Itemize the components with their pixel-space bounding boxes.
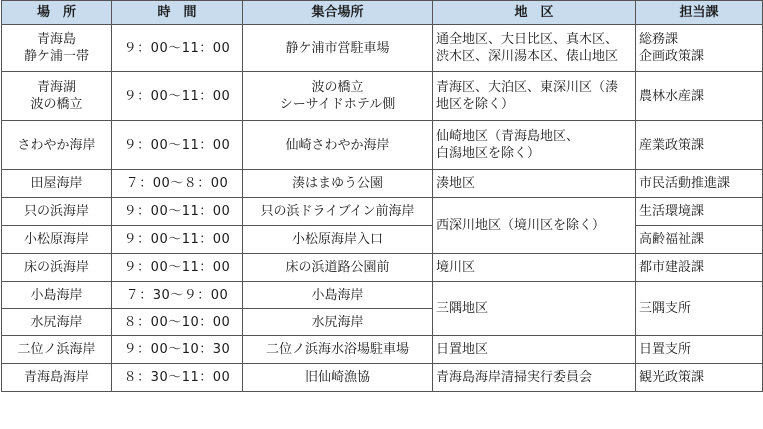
- header-district: 地 区: [433, 1, 636, 25]
- department-cell: [636, 72, 763, 121]
- district-line: 地区を除く）: [436, 97, 515, 112]
- time-cell: ９：00～10：30: [112, 336, 243, 364]
- department-cell: [636, 121, 763, 170]
- meeting-place-cell: [243, 121, 433, 170]
- time-cell: ９：00～11：00: [112, 25, 243, 72]
- place-cell: [2, 121, 112, 170]
- time-cell: ８：00～10：00: [112, 309, 243, 336]
- district-cell: [433, 25, 636, 72]
- cleanup-schedule-table: [1, 0, 763, 392]
- table-row: [2, 364, 763, 392]
- table-row: [2, 25, 763, 72]
- time-cell: ９：00～11：00: [112, 72, 243, 121]
- place-line: 青海島: [36, 32, 76, 47]
- time-cell: ９：00～11：00: [112, 121, 243, 170]
- time-cell: ８：30～11：00: [112, 364, 243, 392]
- place-line: 青海湖: [36, 80, 76, 95]
- district-cell: 湊地区: [433, 170, 636, 198]
- table-row: [2, 282, 763, 309]
- district-line: 青海区、大泊区、東深川区（湊: [436, 80, 619, 95]
- place-line: 静ケ浦一帯: [23, 49, 89, 64]
- department-cell: 日置支所: [636, 336, 763, 364]
- place-cell: 小島海岸: [2, 282, 112, 309]
- department-line: 産業政策課: [639, 137, 705, 153]
- department-cell-merged: 三隅支所: [636, 282, 763, 336]
- meeting-line: 静ケ浦市営駐車場: [285, 40, 390, 56]
- district-line: 通全地区、大日比区、真木区、: [436, 32, 619, 47]
- table-row: [2, 121, 763, 170]
- department-line: 総務課: [639, 32, 679, 47]
- department-line: 農林水産課: [639, 88, 705, 104]
- time-cell: ９：00～11：00: [112, 226, 243, 254]
- time-cell: ７：30～９：00: [112, 282, 243, 309]
- place-cell: 青海島海岸: [2, 364, 112, 392]
- district-cell: 日置地区: [433, 336, 636, 364]
- district-cell: 境川区: [433, 254, 636, 282]
- meeting-place-cell: [243, 25, 433, 72]
- place-line: 波の橋立: [30, 97, 83, 112]
- district-cell-merged: 西深川地区（境川区を除く）: [433, 198, 636, 254]
- table-row: [2, 170, 763, 198]
- department-cell: 観光政策課: [636, 364, 763, 392]
- district-cell-merged: 三隅地区: [433, 282, 636, 336]
- district-cell: [433, 72, 636, 121]
- time-cell: ９：00～11：00: [112, 198, 243, 226]
- meeting-line: シーサイドホテル側: [279, 97, 396, 112]
- table-row: [2, 226, 763, 254]
- meeting-place-cell: 二位ノ浜海水浴場駐車場: [243, 336, 433, 364]
- district-line: 白潟地区を除く）: [436, 146, 541, 161]
- place-cell: [2, 25, 112, 72]
- time-cell: ７：00～８：00: [112, 170, 243, 198]
- district-cell: [433, 121, 636, 170]
- header-place: 場 所: [2, 1, 112, 25]
- table-row: [2, 254, 763, 282]
- place-cell: 小松原海岸: [2, 226, 112, 254]
- meeting-place-cell: 湊はまゆう公園: [243, 170, 433, 198]
- department-cell: [636, 25, 763, 72]
- meeting-place-cell: 只の浜ドライブイン前海岸: [243, 198, 433, 226]
- department-cell: 生活環境課: [636, 198, 763, 226]
- department-cell: 都市建設課: [636, 254, 763, 282]
- district-line: 渋木区、深川湯本区、俵山地区: [436, 49, 619, 64]
- place-cell: 水尻海岸: [2, 309, 112, 336]
- header-row: [2, 1, 763, 25]
- header-department: 担当課: [636, 1, 763, 25]
- district-cell: 青海島海岸清掃実行委員会: [433, 364, 636, 392]
- place-cell: [2, 72, 112, 121]
- place-cell: 二位ノ浜海岸: [2, 336, 112, 364]
- meeting-place-cell: 床の浜道路公園前: [243, 254, 433, 282]
- meeting-line: 波の橋立: [311, 80, 364, 95]
- header-meeting-place: 集合場所: [243, 1, 433, 25]
- header-time: 時 間: [112, 1, 243, 25]
- table-row: [2, 336, 763, 364]
- department-cell: 高齢福祉課: [636, 226, 763, 254]
- meeting-place-cell: 小松原海岸入口: [243, 226, 433, 254]
- table-row: [2, 72, 763, 121]
- time-cell: ９：00～11：00: [112, 254, 243, 282]
- meeting-line: 仙崎さわやか海岸: [285, 137, 390, 153]
- place-cell: 床の浜海岸: [2, 254, 112, 282]
- department-line: 企画政策課: [639, 49, 705, 64]
- meeting-place-cell: [243, 72, 433, 121]
- place-line: さわやか海岸: [17, 137, 96, 153]
- table-row: [2, 198, 763, 226]
- meeting-place-cell: 水尻海岸: [243, 309, 433, 336]
- meeting-place-cell: 小島海岸: [243, 282, 433, 309]
- district-line: 仙崎地区（青海島地区、: [436, 129, 580, 144]
- department-cell: 市民活動推進課: [636, 170, 763, 198]
- place-cell: 田屋海岸: [2, 170, 112, 198]
- meeting-place-cell: 旧仙崎漁協: [243, 364, 433, 392]
- place-cell: 只の浜海岸: [2, 198, 112, 226]
